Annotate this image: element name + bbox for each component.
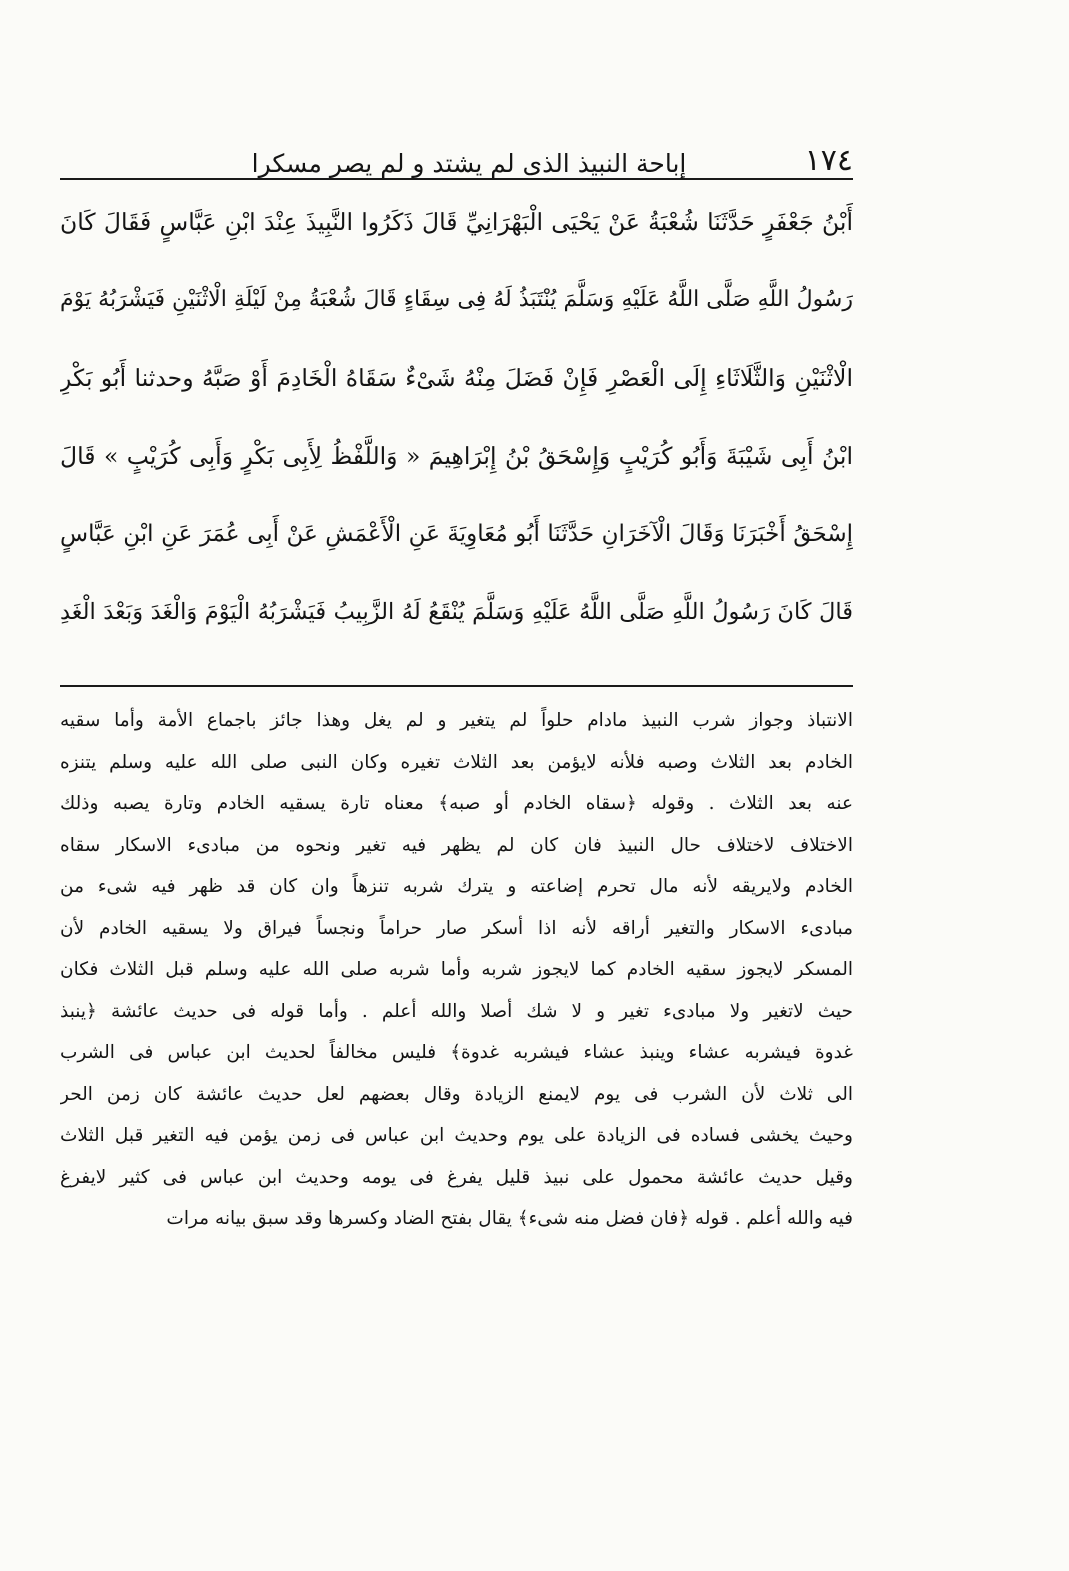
commentary-line: الخادم ولايريقه لأنه مال تحرم إضاعته و يترك شربه تنزهاً وان كان قد ظهر فيه شىء من: [60, 876, 853, 897]
hadith-line: إِسْحَقُ أَخْبَرَنَا وَقَالَ الْآخَرَانِ حَدَّثَنَا أَبُو مُعَاوِيَةَ عَنِ الْأَعْمَشِ عَنْ أَبِى عُمَرَ عَنِ ابْنِ عَبَّاسٍ: [60, 521, 853, 547]
header-rule: [60, 178, 853, 180]
hadith-line: أَبْنُ جَعْفَرٍ حَدَّثَنَا شُعْبَةُ عَنْ يَحْيَى الْبَهْرَانِيِّ قَالَ ذَكَرُوا النَّبِيذَ عِنْدَ ابْنِ عَبَّاسٍ فَقَالَ كَانَ: [60, 208, 853, 236]
commentary-line: الخادم بعد الثلاث وصبه فلأنه لايؤمن بعد الثلاث تغيره وكان النبى صلى الله عليه وسلم يتنزه: [60, 751, 853, 773]
commentary-line: الاختلاف لاختلاف حال النبيذ فان كان لم يظهر فيه تغير ونحوه من مبادىء الاسكار سقاه: [60, 834, 853, 856]
running-title: إباحة النبيذ الذى لم يشتد و لم يصر مسكرا: [251, 149, 687, 178]
commentary-line: وحيث يخشى فساده فى الزيادة على يوم وحديث ابن عباس فى زمن يؤمن فيه التغير قبل الثلاث: [60, 1125, 853, 1146]
hadith-line: رَسُولُ اللَّهِ صَلَّى اللَّهُ عَلَيْهِ وَسَلَّمَ يُنْتَبَذُ لَهُ فِى سِقَاءٍ قَالَ شُعْبَةُ مِنْ لَيْلَةِ الْاثْنَيْنِ فَيَشْرَبُهُ يَوْمَ: [60, 287, 853, 312]
commentary-line: فيه والله أعلم . قوله ﴿فان فضل منه شىء﴾ يقال بفتح الضاد وكسرها وقد سبق بيانه مرات: [166, 1208, 853, 1229]
commentary-line: حيث لاتغير ولا مبادىء تغير و لا شك أصلا والله أعلم . وأما قوله فى حديث عائشة ﴿ينبذ: [60, 1000, 853, 1022]
page-header: [60, 132, 853, 176]
commentary-line: عنه بعد الثلاث . وقوله ﴿سقاه الخادم أو صبه﴾ معناه تارة يسقيه الخادم وتارة يصبه وذلك: [60, 793, 853, 814]
commentary-line: المسكر لايجوز سقيه الخادم كما لايجوز شربه وأما شربه صلى الله عليه وسلم قبل الثلاث فكان: [60, 959, 853, 980]
hadith-line: قَالَ كَانَ رَسُولُ اللَّهِ صَلَّى اللَّهُ عَلَيْهِ وَسَلَّمَ يُنْقَعُ لَهُ الزَّبِيبُ فَيَشْرَبُهُ الْيَوْمَ وَالْغَدَ وَبَعْدَ الْغَدِ: [60, 599, 853, 625]
hadith-line: الْاثْنَيْنِ وَالثَّلَاثَاءِ إِلَى الْعَصْرِ فَإِنْ فَضَلَ مِنْهُ شَىْءٌ سَقَاهُ الْخَادِمَ أَوْ صَبَّهُ وحدثنا أَبُو بَكْرِ: [60, 364, 853, 392]
commentary-line: مبادىء الاسكار والتغير أراقه لأنه اذا أسكر صار حراماً ونجساً فيراق ولا يسقيه الخادم لأن: [60, 917, 853, 939]
hadith-line: ابْنُ أَبِى شَيْبَةَ وَأَبُو كُرَيْبٍ وَإِسْحَقُ بْنُ إِبْرَاهِيمَ « وَاللَّفْظُ لِأَبِى بَكْرٍ وَأَبِى كُرَيْبٍ » قَالَ: [60, 442, 853, 470]
commentary-line: الانتباذ وجواز شرب النبيذ مادام حلواً لم يتغير و لم يغل وهذا جائز باجماع الأمة وأما سقيه: [60, 710, 853, 731]
hadith-text: [60, 190, 853, 658]
commentary-line: غدوة فيشربه عشاء وينبذ عشاء فيشربه غدوة﴾ فليس مخالفاً لحديث ابن عباس فى الشرب: [60, 1042, 853, 1063]
section-divider: [60, 685, 853, 687]
page-number: ١٧٤: [804, 143, 853, 178]
commentary-line: الى ثلاث لأن الشرب فى يوم لايمنع الزيادة وقال بعضهم لعل حديث عائشة كان زمن الحر: [60, 1083, 853, 1105]
commentary-line: وقيل حديث عائشة محمول على نبيذ قليل يفرغ فى يومه وحديث ابن عباس فى كثير لايفرغ: [60, 1166, 853, 1188]
commentary-text: [60, 700, 853, 1240]
